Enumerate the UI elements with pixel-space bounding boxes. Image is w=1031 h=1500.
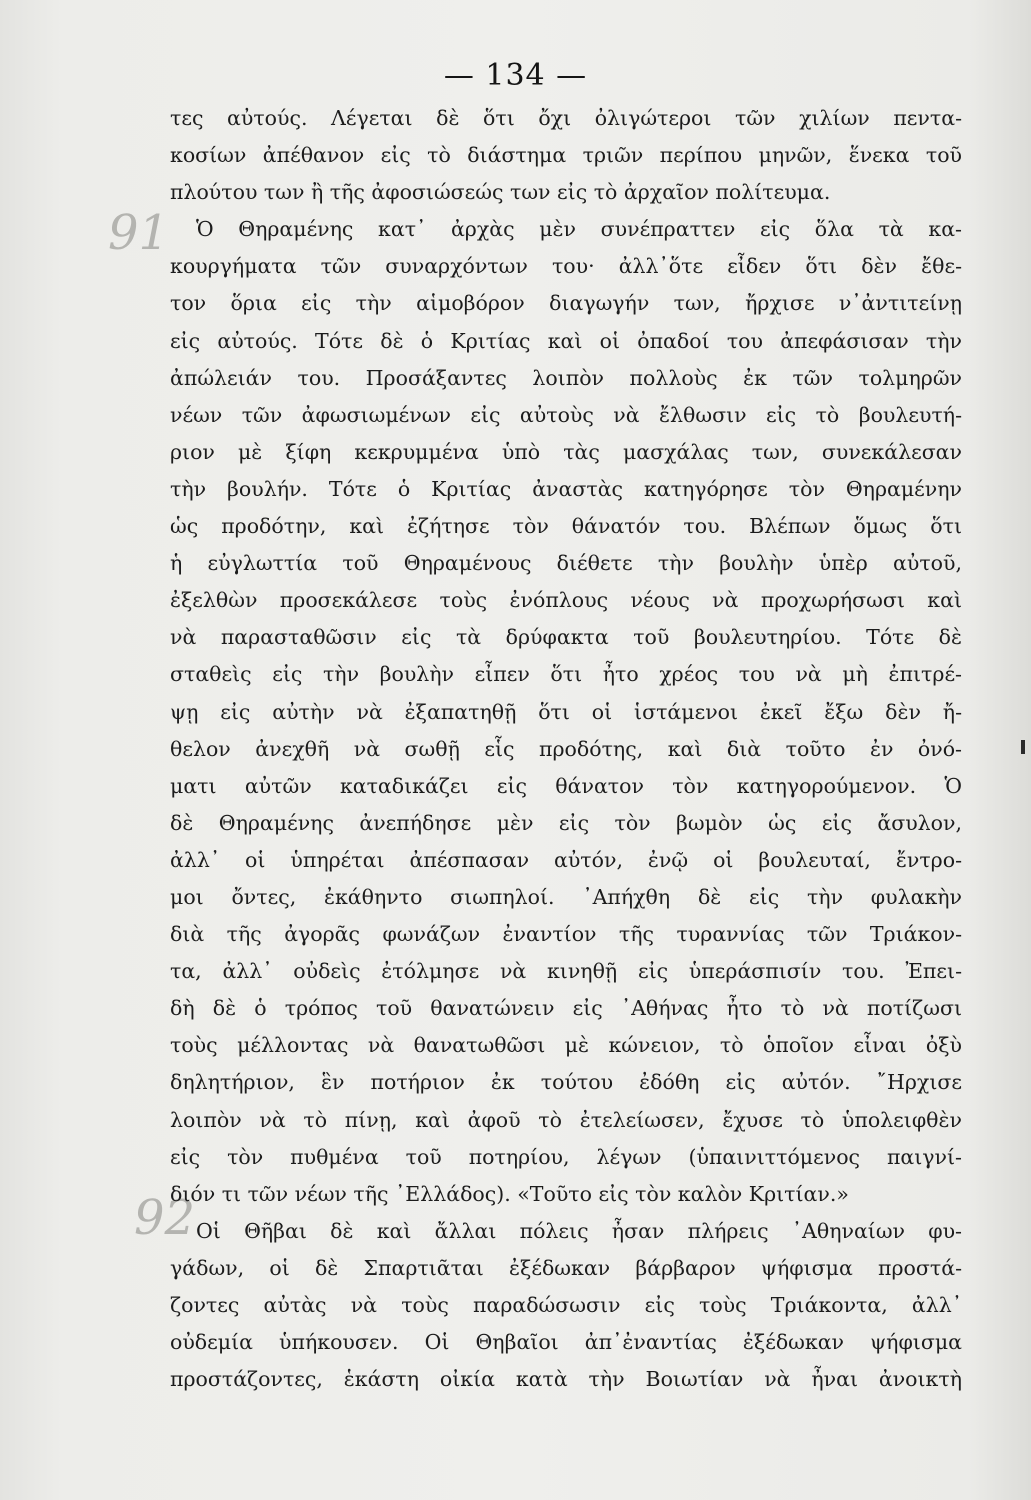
text-line: τες αὐτούς. Λέγεται δὲ ὅτι ὄχι ὀλιγώτεροι τῶν χιλίων πεντα- <box>170 106 962 130</box>
text-line: νέων τῶν ἀφωσιωμένων εἰς αὐτοὺς νὰ ἔλθωσιν εἰς τὸ βουλευτή- <box>170 402 962 427</box>
text-line: τον ὅρια εἰς τὴν αἱμοβόρον διαγωγήν των, ἤρχισε ν᾽ἀντιτείνῃ <box>170 291 962 316</box>
text-line: διόν τι τῶν νέων τῆς ᾽Ελλάδος). «Τοῦτο εἰς τὸν καλὸν Κριτίαν.» <box>170 1181 849 1206</box>
text-line: πλούτου των ἢ τῆς ἀφοσιώσεώς των εἰς τὸ ἀρχαῖον πολίτευμα. <box>170 180 831 205</box>
text-line: μοι ὄντες, ἐκάθηντο σιωπηλοί. ᾽Απήχθη δὲ εἰς τὴν φυλακὴν <box>170 884 962 909</box>
margin-note-91: 91 <box>108 205 170 261</box>
text-line: τὴν βουλήν. Τότε ὁ Κριτίας ἀναστὰς κατηγόρησε τὸν Θηραμένην <box>170 476 962 501</box>
text-line: δὲ Θηραμένης ἀνεπήδησε μὲν εἰς τὸν βωμὸν ὡς εἰς ἄσυλον, <box>170 810 962 835</box>
text-line: ἀπώλειάν του. Προσάξαντες λοιπὸν πολλοὺς ἐκ τῶν τολμηρῶν <box>170 365 962 390</box>
page-edge-mark <box>1021 740 1025 754</box>
text-line: Ὁ Θηραμένης κατ᾽ ἀρχὰς μὲν συνέπραττεν εἰς ὅλα τὰ κα- <box>196 217 962 242</box>
text-line: λοιπὸν νὰ τὸ πίνῃ, καὶ ἀφοῦ τὸ ἐτελείωσεν, ἔχυσε τὸ ὑπολειφθὲν <box>170 1107 962 1132</box>
text-line: δηλητήριον, ἓν ποτήριον ἐκ τούτου ἐδόθη εἰς αὐτόν. ῎Ηρχισε <box>170 1070 962 1095</box>
text-line: σταθεὶς εἰς τὴν βουλὴν εἶπεν ὅτι ἦτο χρέος του νὰ μὴ ἐπιτρέ- <box>170 662 962 687</box>
text-line: θελον ἀνεχθῆ νὰ σωθῇ εἷς προδότης, καὶ διὰ τοῦτο ἐν ὀνό- <box>170 736 962 761</box>
text-line: νὰ παρασταθῶσιν εἰς τὰ δρύφακτα τοῦ βουλευτηρίου. Τότε δὲ <box>170 625 962 650</box>
text-line: ἐξελθὼν προσεκάλεσε τοὺς ἐνόπλους νέους νὰ προχωρήσωσι καὶ <box>170 588 962 613</box>
body-text <box>170 100 962 1398</box>
text-line: τα, ἀλλ᾽ οὐδεὶς ἐτόλμησε νὰ κινηθῇ εἰς ὑπεράσπισίν του. Ἐπει- <box>170 959 962 984</box>
page-number: — 134 — <box>443 58 588 93</box>
text-line: δὴ δὲ ὁ τρόπος τοῦ θανατώνειν εἰς ᾽Αθήνας ἦτο τὸ νὰ ποτίζωσι <box>170 996 962 1021</box>
text-line: τοὺς μέλλοντας νὰ θανατωθῶσι μὲ κώνειον, τὸ ὁποῖον εἶναι ὀξὺ <box>170 1033 962 1058</box>
text-line: εἰς αὐτούς. Τότε δὲ ὁ Κριτίας καὶ οἱ ὀπαδοί του ἀπεφάσισαν τὴν <box>170 328 962 353</box>
text-line: ριον μὲ ξίφη κεκρυμμένα ὑπὸ τὰς μασχάλας των, συνεκάλεσαν <box>170 439 962 464</box>
text-line: Οἱ Θῆβαι δὲ καὶ ἄλλαι πόλεις ἦσαν πλήρεις ᾽Αθηναίων φυ- <box>196 1218 962 1243</box>
text-line: ματι αὐτῶν καταδικάζει εἰς θάνατον τὸν κατηγορούμενον. Ὁ <box>170 773 962 798</box>
text-line: προστάζοντες, ἑκάστη οἰκία κατὰ τὴν Βοιωτίαν νὰ ἦναι ἀνοικτὴ <box>170 1367 962 1392</box>
margin-note-92: 92 <box>134 1190 196 1246</box>
text-line: κοσίων ἀπέθανον εἰς τὸ διάστημα τριῶν περίπου μηνῶν, ἕνεκα τοῦ <box>170 143 962 168</box>
text-line: ἀλλ᾽ οἱ ὑπηρέται ἀπέσπασαν αὐτόν, ἐνῷ οἱ βουλευταί, ἔντρο- <box>170 847 962 872</box>
text-line: ζοντες αὐτὰς νὰ τοὺς παραδώσωσιν εἰς τοὺς Τριάκοντα, ἀλλ᾽ <box>170 1293 962 1317</box>
text-line: κουργήματα τῶν συναρχόντων του· ἀλλ᾽ὅτε εἶδεν ὅτι δὲν ἔθε- <box>170 254 962 279</box>
text-line: γάδων, οἱ δὲ Σπαρτιᾶται ἐξέδωκαν βάρβαρον ψήφισμα προστά- <box>170 1255 962 1280</box>
text-line: οὐδεμία ὑπήκουσεν. Οἱ Θηβαῖοι ἀπ᾽ἐναντίας ἐξέδωκαν ψήφισμα <box>170 1330 962 1355</box>
text-line: ὡς προδότην, καὶ ἐζήτησε τὸν θάνατόν του. Βλέπων ὅμως ὅτι <box>170 514 962 539</box>
text-line: ἡ εὐγλωττία τοῦ Θηραμένους διέθετε τὴν βουλὴν ὑπὲρ αὐτοῦ, <box>170 551 962 576</box>
text-line: ψῃ εἰς αὐτὴν νὰ ἐξαπατηθῇ ὅτι οἱ ἱστάμενοι ἐκεῖ ἔξω δὲν ἤ- <box>170 699 962 724</box>
text-line: διὰ τῆς ἀγορᾶς φωνάζων ἐναντίον τῆς τυραννίας τῶν Τριάκον- <box>170 922 962 947</box>
text-line: εἰς τὸν πυθμένα τοῦ ποτηρίου, λέγων (ὑπαινιττόμενος παιγνί- <box>170 1144 962 1169</box>
